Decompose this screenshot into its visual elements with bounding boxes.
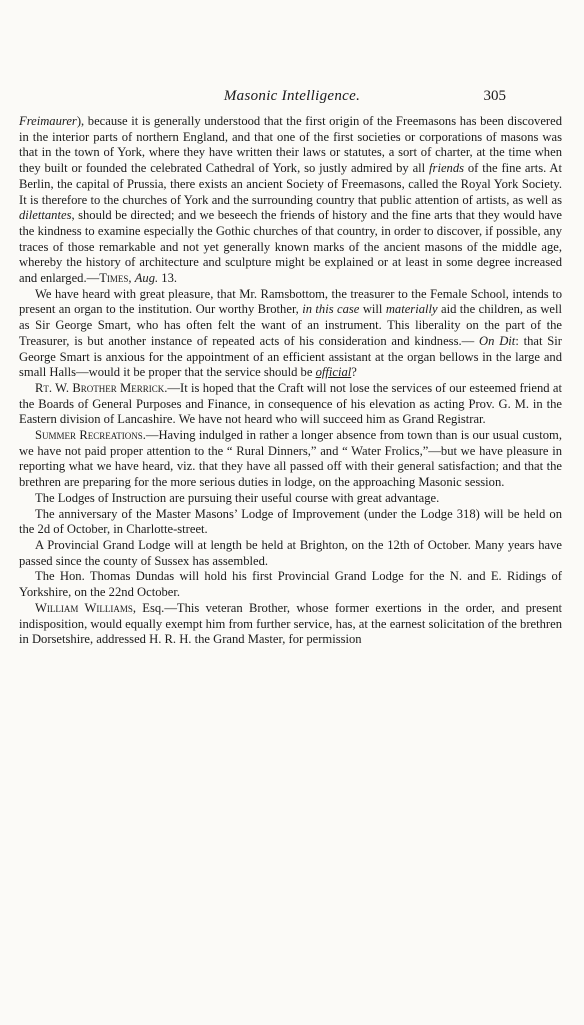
text-run: will (359, 302, 386, 317)
text-run: ), because it is generally understood that the first origin of the Freemasons has been discovered in the interior parts of northern England, and that one of the first societies or corporations of masons was that in the town of York, where they have written their laws or statutes, a sort of charter, at the time when they built or founded the celebrated Cathedral of York, so justly admired by all (19, 114, 562, 176)
text-run: , should be directed; and we beseech the friends of history and the fine arts that they would have the kindness to examine especially the Gothic churches of that country, in order to discover, if possible, any traces of those remarkable and not yet generally known marks of the ancient masons of the middle age, whereby the history of architecture and sculpture might be explained or at least in some degree increased and enlarged.— (19, 208, 562, 286)
paragraph-freimaurer (19, 114, 562, 287)
text-run: official (315, 365, 352, 380)
paragraph-merrick (19, 381, 562, 428)
page-number: 305 (483, 88, 506, 104)
text-run: William Williams (35, 600, 133, 615)
text-run: Summer Recreations (35, 428, 143, 443)
paragraph-lodges-of-instruction (19, 491, 562, 507)
text-run: On Dit (479, 333, 516, 348)
text-run: of the fine arts. At Berlin, the capital of Prussia, there exists an ancient Society of Freemasons, called the Royal York Society. It is therefore to the churches of York and the surrounding country that public attention of artists, as well as (19, 161, 563, 207)
paragraph-williams (19, 601, 562, 648)
running-head (18, 88, 566, 108)
running-title: Masonic Intelligence. (223, 88, 361, 104)
text-run: materially (385, 302, 438, 317)
text-run: 13. (158, 271, 178, 286)
paragraph-brighton (19, 538, 562, 569)
text-run: Rt. W. Brother Merrick (35, 380, 165, 395)
paragraph-organ (19, 287, 562, 381)
text-run: .—It is hoped that the Craft will not lose the services of our esteemed friend at the Boards of General Purposes and Finance, in consequence of his elevation as acting Prov. G. M. in the Eastern division of Lancashire. We have not heard who will succeed him as Grand Registrar. (19, 380, 562, 427)
paragraph-summer-recreations (19, 428, 562, 491)
text-run: friends (429, 161, 465, 176)
text-run: aid the children, as well as Sir George Smart, who has often felt the want of an instrument. This liberality on the part of the Treasurer, is but another instance of repeated acts of his consideration and kindness.— (19, 302, 563, 348)
paragraph-anniversary (19, 507, 562, 538)
body-text (19, 114, 562, 648)
text-run: in this case (302, 302, 360, 317)
text-run: The Lodges of Instruction are pursuing their useful course with great advantage. (35, 490, 440, 505)
text-run: .—Having indulged in rather a longer absence from town than is our usual custom, we have not paid proper attention to the “ Rural Dinners,” and “ Water Frolics,”—but we have pleasure in reporting what we have heard, viz. that they have all passed off with their general satisfaction; and that the brethren are preparing for the more serious duties in lodge, on the approaching Masonic session. (19, 428, 562, 490)
text-run: The anniversary of the Master Masons’ Lodge of Improvement (under the Lodge 318) will be held on the 2d of October, in Charlotte-street. (19, 506, 562, 537)
text-run: Times (99, 271, 129, 286)
text-run: A Provincial Grand Lodge will at length be held at Brighton, on the 12th of October. Many years have passed since the county of Sussex has assembled. (19, 537, 562, 568)
text-run: , (128, 271, 135, 286)
text-run: ? (351, 365, 357, 380)
paragraph-dundas (19, 569, 562, 600)
text-run: Freimaurer (19, 114, 77, 128)
text-run: : that Sir George Smart is anxious for the appointment of an efficient assistant at the organ bellows in the large and small Halls—would it be proper that the service should be (19, 333, 562, 380)
text-run: We have heard with great pleasure, that Mr. Ramsbottom, the treasurer to the Female School, intends to present an organ to the institution. Our worthy Brother, (19, 286, 562, 317)
text-run: , Esq.—This veteran Brother, whose former exertions in the order, and present indisposition, would equally exempt him from further service, has, at the earnest solicitation of the brethren in Dorsetshire, addressed H. R. H. the Grand Master, for permission (19, 600, 563, 647)
text-run: The Hon. Thomas Dundas will hold his first Provincial Grand Lodge for the N. and E. Ridings of Yorkshire, on the 22nd October. (19, 569, 562, 600)
text-run: Aug. (134, 271, 159, 286)
text-run: dilettantes (19, 208, 72, 223)
